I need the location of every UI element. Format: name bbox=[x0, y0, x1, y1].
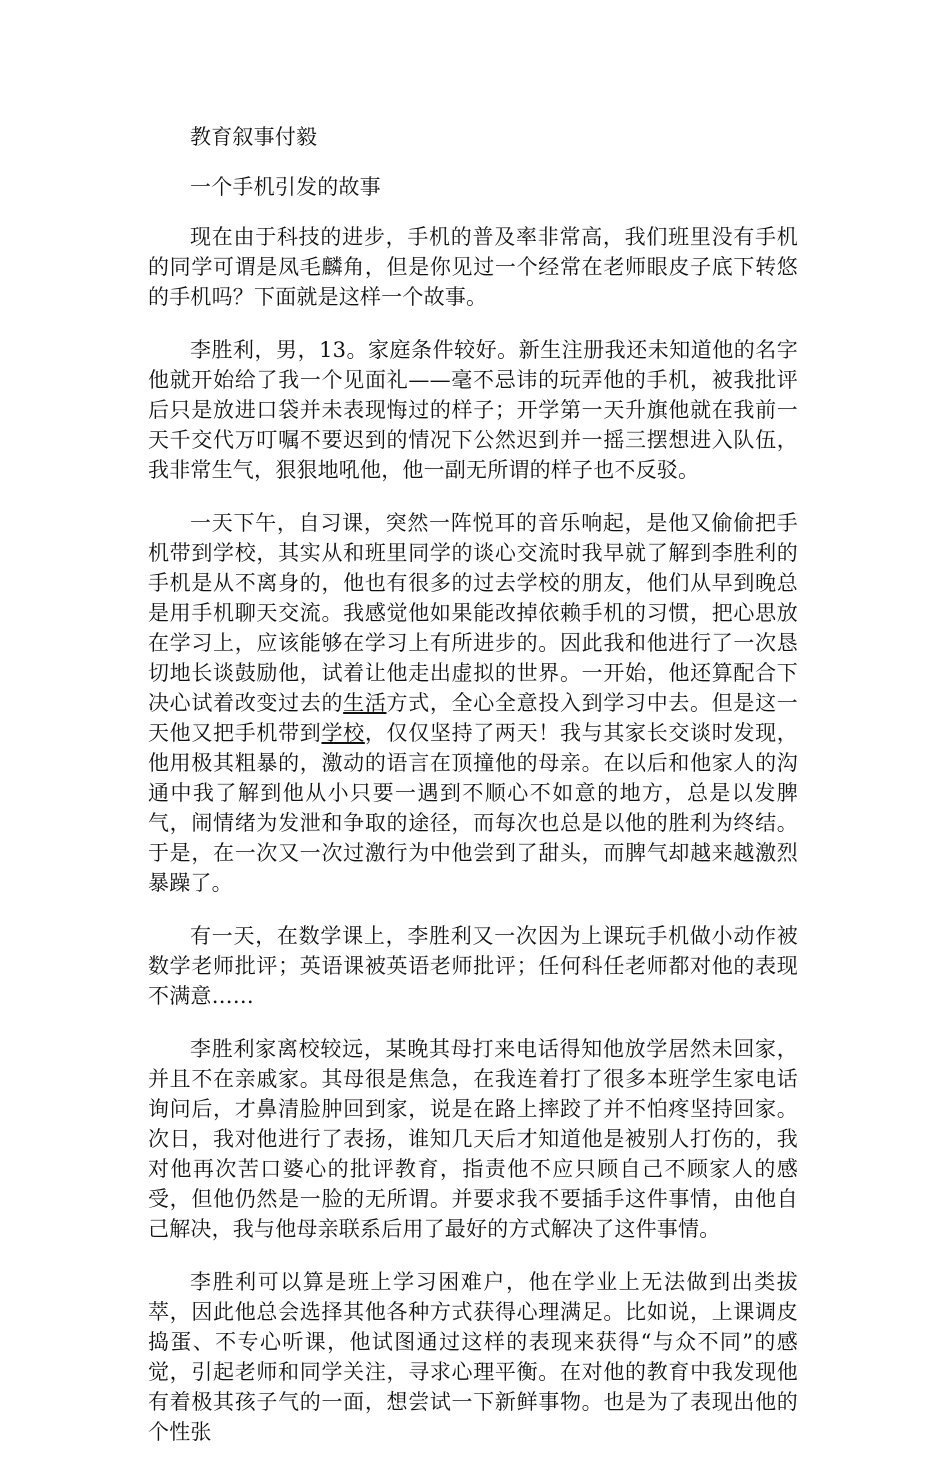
paragraph-afternoon-incident bbox=[148, 508, 798, 898]
document-body bbox=[148, 122, 798, 1470]
school-link[interactable]: 学校 bbox=[321, 721, 365, 745]
paragraph-learning-difficulty: 李胜利可以算是班上学习困难户，他在学业上无法做到出类拔萃，因此他总会选择其他各种方式获得心理满足。比如说，上课调皮捣蛋、不专心听课，他试图通过这样的表现来获得“与众不同”的感觉，引起老师和同学关注，寻求心理平衡。在对他的教育中我发现他有着极其孩子气的一面，想尝试一下新鲜事物。也是为了表现出他的个性张 bbox=[148, 1270, 798, 1444]
paragraph-math-class: 有一天，在数学课上，李胜利又一次因为上课玩手机做小动作被数学老师批评；英语课被英语老师批评；任何科任老师都对他的表现不满意…… bbox=[148, 924, 798, 1008]
life-link[interactable]: 生活 bbox=[343, 691, 387, 715]
document-subtitle: 一个手机引发的故事 bbox=[190, 175, 381, 199]
document-title: 教育叙事付毅 bbox=[190, 125, 318, 149]
paragraph-text-part: 一天下午，自习课，突然一阵悦耳的音乐响起，是他又偷偷把手机带到学校，其实从和班里同学的谈心交流时我早就了解到李胜利的手机是从不离身的，他也有很多的过去学校的朋友，他们从早到晚总是用手机聊天交流。我感觉他如果能改掉依赖手机的习惯，把心思放在学习上，应该能够在学习上有所进步的。因此我和他进行了一次恳切地长谈鼓励他，试着让他走出虚拟的世界。一开始，他还算配合下决心试着改变过去的 bbox=[148, 511, 798, 715]
paragraph-intro: 现在由于科技的进步，手机的普及率非常高，我们班里没有手机的同学可谓是凤毛麟角，但是你见过一个经常在老师眼皮子底下转悠的手机吗？下面就是这样一个故事。 bbox=[148, 225, 798, 309]
paragraph-student-intro: 李胜利，男，13。家庭条件较好。新生注册我还未知道他的名字他就开始给了我一个见面礼——毫不忌讳的玩弄他的手机，被我批评后只是放进口袋并未表现悔过的样子；开学第一天升旗他就在我前一天千交代万叮嘱不要迟到的情况下公然迟到并一摇三摆想进入队伍，我非常生气，狠狠地吼他，他一副无所谓的样子也不反驳。 bbox=[148, 338, 798, 482]
paragraph-home-incident: 李胜利家离校较远，某晚其母打来电话得知他放学居然未回家，并且不在亲戚家。其母很是焦急，在我连着打了很多本班学生家电话询问后，才鼻清脸肿回到家，说是在路上摔跤了并不怕疼坚持回家。次日，我对他进行了表扬，谁知几天后才知道他是被别人打伤的，我对他再次苦口婆心的批评教育，指责他不应只顾自己不顾家人的感受，但他仍然是一脸的无所谓。并要求我不要插手这件事情，由他自己解决，我与他母亲联系后用了最好的方式解决了这件事情。 bbox=[148, 1037, 798, 1241]
paragraph-text-part: 方式，全心全意投入到学习中去。但是这一天他又把手机带到 bbox=[148, 691, 798, 745]
paragraph-text-part: ，仅仅坚持了两天！我与其家长交谈时发现，他用极其粗暴的，激动的语言在顶撞他的母亲。在以后和他家人的沟通中我了解到他从小只要一遇到不顺心不如意的地方，总是以发脾气，闹情绪为发泄和争取的途径，而每次也总是以他的胜利为终结。于是，在一次又一次过激行为中他尝到了甜头，而脾气却越来越激烈暴躁了。 bbox=[148, 721, 799, 895]
